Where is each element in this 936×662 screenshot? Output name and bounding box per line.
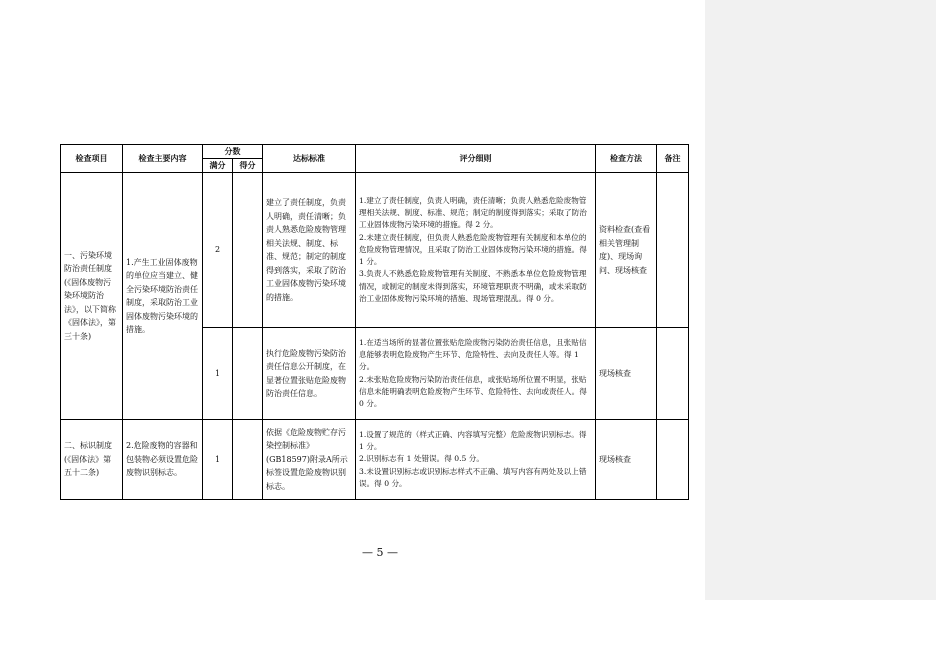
section2-rules [356,420,596,500]
section1-row2-standard: 执行危险废物污染防治责任信息公开制度，在显著位置张贴危险废物防治责任信息。 [263,328,356,420]
section2-note [657,420,689,500]
section1-row2-rules [356,328,596,420]
section2-item: 二、标识制度(《固体法》第五十二条) [61,420,123,500]
page-number: — 5 — [362,546,398,559]
rule-item: 2.未张贴危险废物污染防治责任信息，或张贴场所位置不明显，张贴信息未能明确表明危险废物产生环节、危险特性、去向或责任人。得 0 分。 [359,374,587,408]
rule-item: 1.建立了责任制度，负责人明确，责任清晰；负责人熟悉危险废物管理相关法规、制度、标准、规范；制定的制度得到落实；采取了防治工业固体废物污染环境的措施。得 2 分。 [359,196,587,230]
section2-standard: 依据《危险废物贮存污染控制标准》(GB18597)附录A所示标签设置危险废物识别标志。 [263,420,356,500]
section1-row1-note [657,173,689,328]
header-content: 检查主要内容 [123,145,203,173]
rule-item: 3.未设置识别标志或识别标志样式不正确、填写内容有两处及以上错误。得 0 分。 [359,466,587,488]
section1-row1-got [233,173,263,328]
section2-got [233,420,263,500]
rule-item: 1.设置了规范的（样式正确、内容填写完整）危险废物识别标志。得 1 分。 [359,429,587,452]
header-standard: 达标标准 [263,145,356,173]
section2-content: 2.危险废物的容器和包装物必须设置危险废物识别标志。 [123,420,203,500]
header-rules: 评分细则 [356,145,596,173]
header-full-score: 满分 [203,159,233,173]
section1-row2-note [657,328,689,420]
header-got-score: 得分 [233,159,263,173]
header-note: 备注 [657,145,689,173]
section1-row1-standard: 建立了责任制度，负责人明确，责任清晰；负责人熟悉危险废物管理相关法规、制度、标准、规范；制定的制度得到落实，采取了防治工业固体废物污染环境的措施。 [263,173,356,328]
section1-row1-method: 资料检查(查看相关管理制度)、现场询问、现场核查 [596,173,657,328]
section2-full: 1 [203,420,233,500]
header-score: 分数 [203,145,263,159]
inspection-table [60,144,689,500]
header-method: 检查方法 [596,145,657,173]
rule-item: 2.识别标志有 1 处错误。得 0.5 分。 [359,454,484,464]
section1-row2-full: 1 [203,328,233,420]
rule-item: 2.未建立责任制度，但负责人熟悉危险废物管理有关制度和本单位的危险废物管理情况，且采取了防治工业固体废物污染环境的措施。得 1 分。 [359,232,587,267]
side-panel [705,0,936,600]
section2-method: 现场核查 [596,420,657,500]
section1-item: 一、污染环境防治责任制度(《固体废物污染环境防治法》，以下简称《固体法》，第三十条) [61,173,123,420]
section1-row2-method: 现场核查 [596,328,657,420]
section1-row1-full: 2 [203,173,233,328]
rule-item: 3.负责人不熟悉危险废物管理有关制度、不熟悉本单位危险废物管理情况，或制定的制度未得到落实，环境管理职责不明确，或未采取防治工业固体废物污染环境的措施、现场管理混乱。得 0 分。 [359,269,587,303]
rule-item: 1.在适当场所的显著位置张贴危险废物污染防治责任信息，且张贴信息能够表明危险废物产生环节、危险特性、去向及责任人等。得 1 分。 [359,337,587,372]
section1-content: 1.产生工业固体废物的单位应当建立、健全污染环境防治责任制度，采取防治工业固体废物污染环境的措施。 [123,173,203,420]
section1-row1-rules [356,173,596,328]
section1-row2-got [233,328,263,420]
header-item: 检查项目 [61,145,123,173]
